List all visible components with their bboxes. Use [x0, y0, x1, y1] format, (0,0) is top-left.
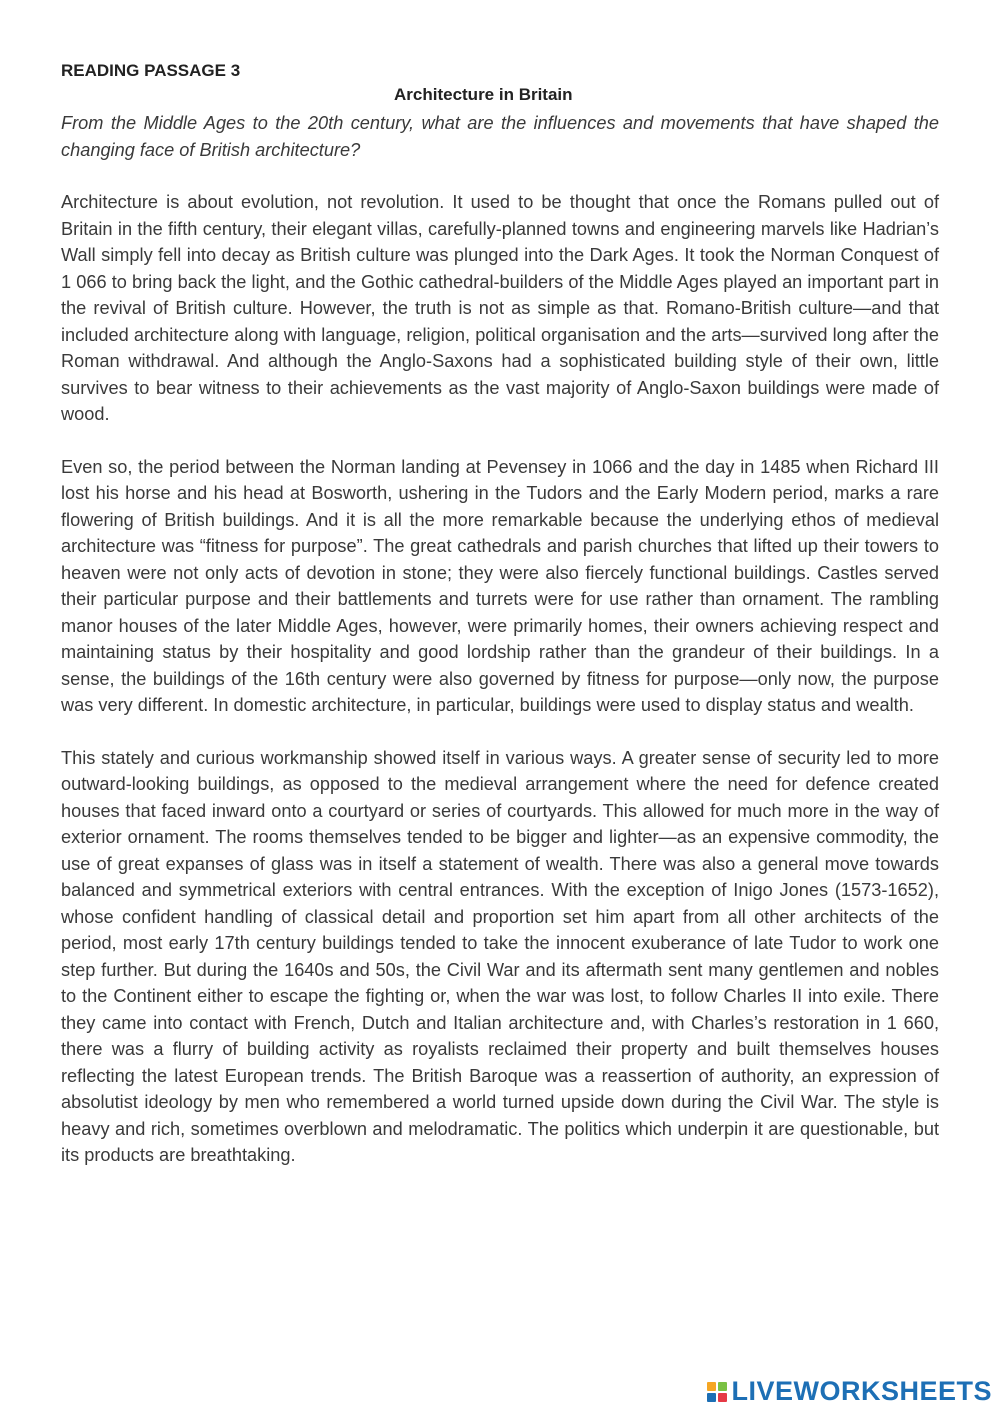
passage-label: READING PASSAGE 3 [61, 61, 241, 80]
logo-square [707, 1393, 716, 1402]
paragraph: Even so, the period between the Norman landing at Pevensey in 1066 and the day in 1485 when Richard III lost his horse and his head at Bosworth, ushering in the Tudors and the Early Modern period, marks a rare flowering of British buildings. And it is all the more remarkable because the underlying ethos of medieval architecture was “fitness for purpose”. The great cathedrals and parish churches that lifted up their towers to heaven were not only acts of devotion in stone; they were also fiercely functional buildings. Castles served their particular purpose and their battlements and turrets were for use rather than ornament. The rambling manor houses of the later Middle Ages, however, were primarily homes, their owners achieving respect and maintaining status by their hospitality and good lordship rather than the grandeur of their buildings. In a sense, the buildings of the 16th century were also governed by fitness for purpose—only now, the purpose was very different. In domestic architecture, in particular, buildings were used to display status and wealth. [61, 456, 939, 715]
document-page [61, 58, 939, 1169]
logo-square [707, 1382, 716, 1391]
intro-text: From the Middle Ages to the 20th century, what are the influences and movements that have shaped the changing face of British architecture? [61, 113, 939, 160]
logo-text: LIVEWORKSHEETS [731, 1376, 992, 1406]
page-title: Architecture in Britain [394, 85, 573, 104]
logo-square [718, 1393, 727, 1402]
liveworksheets-logo-icon [707, 1382, 727, 1402]
paragraph: Architecture is about evolution, not revolution. It used to be thought that once the Romans pulled out of Britain in the fifth century, their elegant villas, carefully-planned towns and engineering marvels like Hadrian’s Wall simply fell into decay as British culture was plunged into the Dark Ages. It took the Norman Conquest of 1 066 to bring back the light, and the Gothic cathedral-builders of the Middle Ages played an important part in the revival of British culture. However, the truth is not as simple as that. Romano-British culture—and that included architecture along with language, religion, political organisation and the arts—survived long after the Roman withdrawal. And although the Anglo-Saxons had a sophisticated building style of their own, little survives to bear witness to their achievements as the vast majority of Anglo-Saxon buildings were made of wood. [61, 192, 939, 424]
footer-logo [707, 1376, 992, 1407]
logo-square [718, 1382, 727, 1391]
paragraph: This stately and curious workmanship showed itself in various ways. A greater sense of security led to more outward-looking buildings, as opposed to the medieval arrangement where the need for defence created houses that faced inward onto a courtyard or series of courtyards. This allowed for much more in the way of exterior ornament. The rooms themselves tended to be bigger and lighter—as an expensive commodity, the use of great expanses of glass was in itself a statement of wealth. There was also a general move towards balanced and symmetrical exteriors with central entrances. With the exception of Inigo Jones (1573-1652), whose confident handling of classical detail and proportion set him apart from all other architects of the period, most early 17th century buildings tended to take the innocent exuberance of late Tudor to work one step further. But during the 1640s and 50s, the Civil War and its aftermath sent many gentlemen and nobles to the Continent either to escape the fighting or, when the war was lost, to follow Charles II into exile. There they came into contact with French, Dutch and Italian architecture and, with Charles’s restoration in 1 660, there was a flurry of building activity as royalists reclaimed their property and built themselves houses reflecting the latest European trends. The British Baroque was a reassertion of authority, an expression of absolutist ideology by men who remembered a world turned upside down during the Civil War. The style is heavy and rich, sometimes overblown and melodramatic. The politics which underpin it are questionable, but its products are breathtaking. [61, 747, 939, 1165]
